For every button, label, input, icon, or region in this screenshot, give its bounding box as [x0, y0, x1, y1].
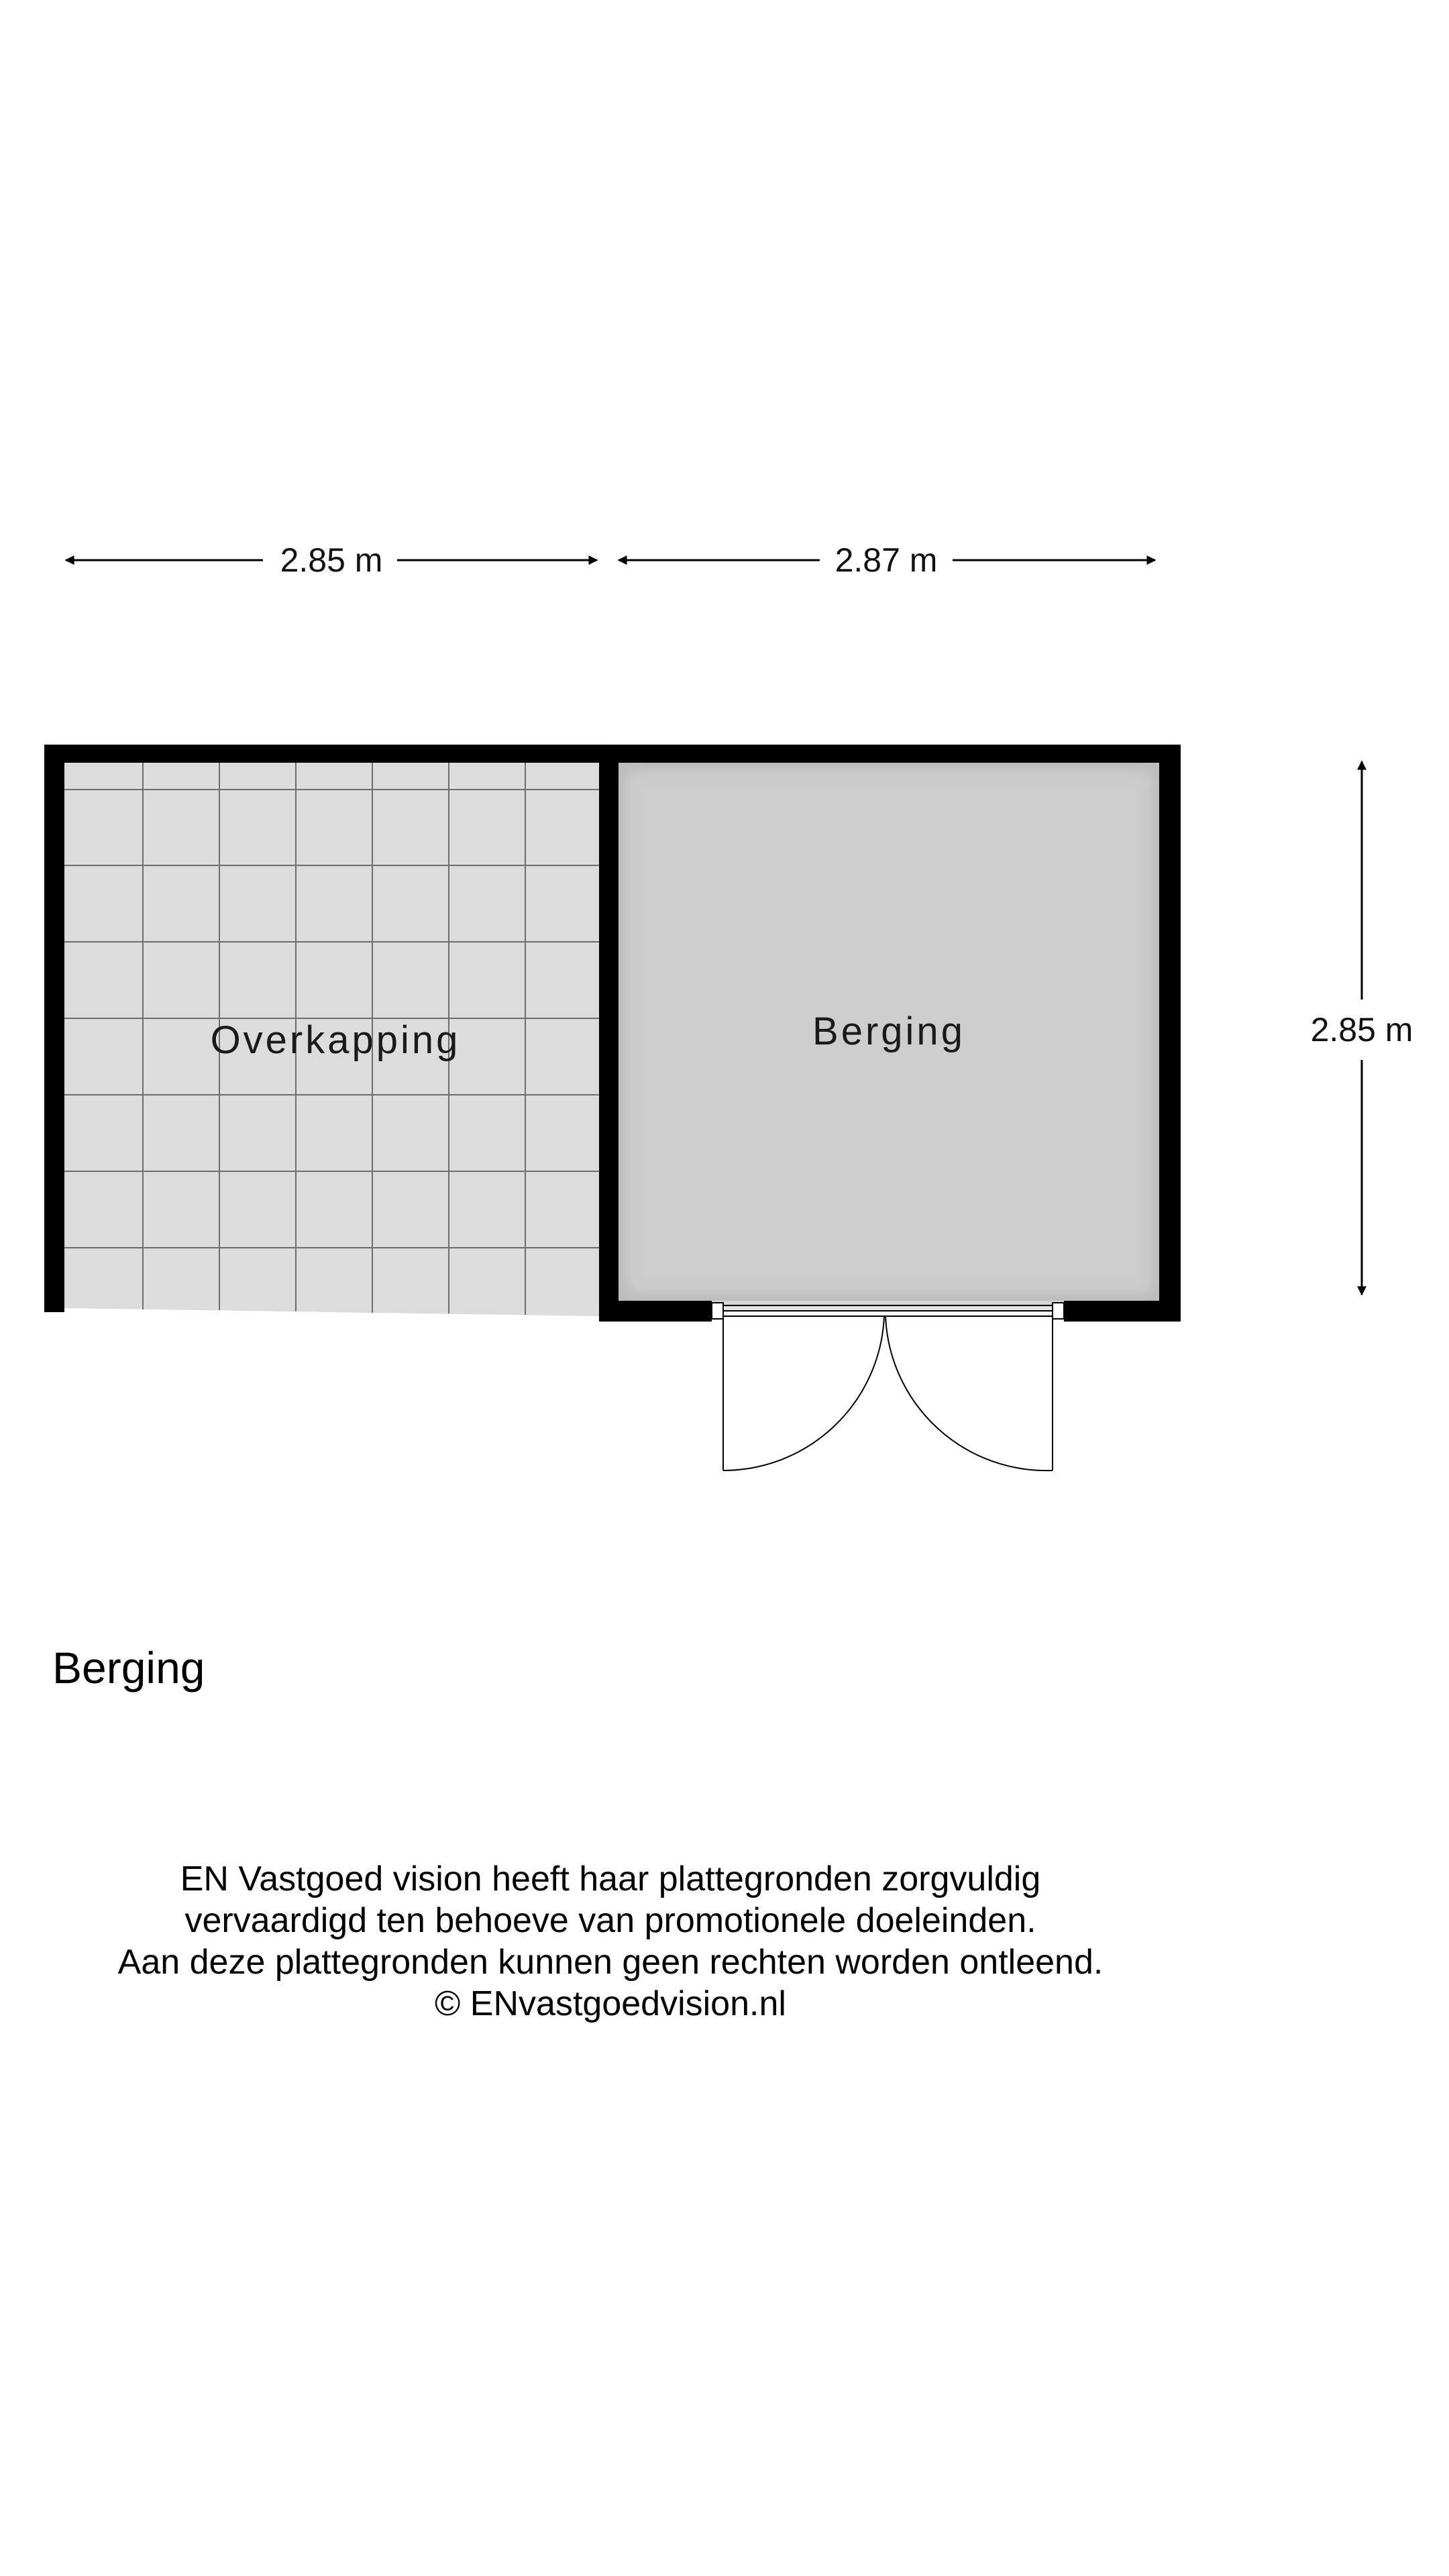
double-door [712, 1303, 1064, 1470]
disclaimer-line-3: Aan deze plattegronden kunnen geen rechten worden ontleend. [117, 1943, 1104, 1982]
disclaimer [0, 1858, 1221, 2025]
dimension-label-top-right: 2.87 m [835, 541, 938, 579]
dimension-top-left [66, 541, 597, 579]
dimension-right-side [1311, 761, 1413, 1295]
dimension-label-right-side: 2.85 m [1310, 1011, 1413, 1049]
disclaimer-line-2: vervaardigd ten behoeve van promotionele doeleinden. [184, 1901, 1036, 1940]
floor-title: Berging [52, 1643, 205, 1693]
room-label-overkapping: Overkapping [210, 1018, 461, 1062]
room-overkapping [44, 745, 599, 1316]
disclaimer-line-4: © ENvastgoedvision.nl [435, 1984, 786, 2023]
wall-overkapping-left [44, 745, 64, 1312]
disclaimer-line-1: EN Vastgoed vision heeft haar plattegronden zorgvuldig [180, 1860, 1041, 1898]
dimension-label-top-left: 2.85 m [280, 541, 383, 579]
room-label-berging: Berging [812, 1010, 965, 1053]
dimension-top-right [619, 541, 1155, 579]
